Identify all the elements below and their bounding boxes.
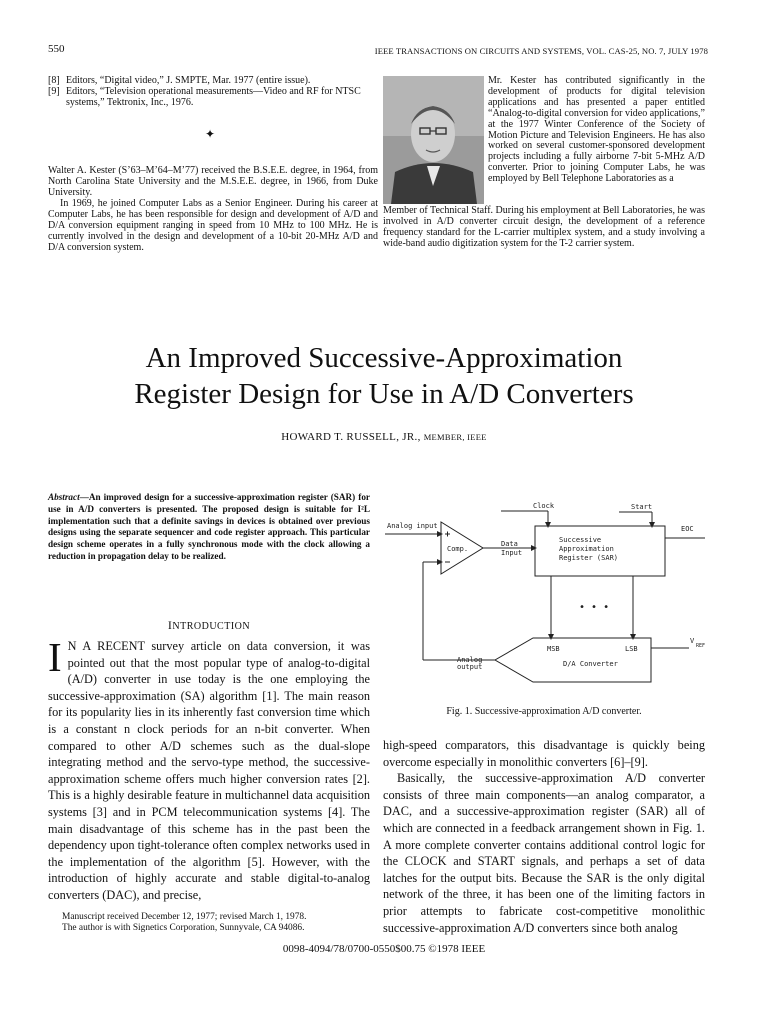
label-clock: Clock bbox=[533, 502, 555, 510]
title-line-1: An Improved Successive-Approximation bbox=[145, 342, 623, 374]
label-analog-output-2: output bbox=[457, 663, 483, 671]
reference-item bbox=[48, 86, 378, 108]
drop-cap: I bbox=[48, 634, 62, 680]
copyright-line: 0098-4094/78/0700-0550$00.75 ©1978 IEEE bbox=[282, 943, 486, 955]
reference-number: [8] bbox=[48, 75, 60, 86]
label-data: Data bbox=[501, 540, 518, 548]
article-title bbox=[40, 340, 728, 412]
section-heading-introduction bbox=[48, 618, 370, 633]
intro-paragraph-text: N A RECENT survey article on data conversion, it was pointed out that the most popular type of analog-to-digital (A/D) converter in use today is the one employing the successive-approximation (SA) algorithm [1]. The main reason for its popularity lies in its inherently fast conversion time which is a constant n clock periods for an n-bit converter. When compared to other A/D schemes such as the dual-slope integrating method and the servo-type method, the successive-approximation scheme offers much higher conversion rates [2]. This is a highly desirable feature in multichannel data acquisition systems [3] and in PCM telecommunication systems [4]. The main disadvantage of this scheme has in the past been the dependency upon tight-tolerance often complex networks used in the implementation of the algorithm [5]. However, with the introduction of highly accurate and stable digital-to-analog converters (DAC), and precise, bbox=[48, 639, 370, 902]
footnote-affiliation: The author is with Signetics Corporation, Sunnyvale, CA 94086. bbox=[62, 922, 305, 933]
label-sar-line-3: Register (SAR) bbox=[559, 554, 619, 562]
label-input: Input bbox=[501, 549, 523, 557]
right-column-text bbox=[383, 737, 705, 936]
title-line-2: Register Design for Use in A/D Converters bbox=[134, 378, 634, 410]
section-heading-rest: NTRODUCTION bbox=[172, 621, 251, 632]
label-vref-subscript: REF bbox=[696, 643, 705, 649]
intro-paragraph bbox=[48, 634, 370, 904]
label-dac: D/A Converter bbox=[563, 660, 618, 668]
author-bio-continued: Member of Technical Staff. During his employment at Bell Laboratories, he was involved in A/D converter circuit design, the development of a reference frequency standard for the L-carrier multiplex system, and a study involving a wide-band audio digitization system for the T-2 carrier system. bbox=[383, 205, 705, 249]
label-vref: V bbox=[690, 637, 695, 645]
label-analog-input: Analog input bbox=[387, 522, 438, 530]
author-name: HOWARD T. RUSSELL, JR., bbox=[281, 431, 421, 443]
body-paragraph: high-speed comparators, this disadvantage is quickly being overcome especially in monolithic converters [6]–[9]. bbox=[383, 738, 705, 769]
footnote bbox=[48, 912, 370, 933]
reference-text: Editors, “Digital video,” J. SMPTE, Mar. 1977 (entire issue). bbox=[66, 75, 311, 86]
running-head: IEEE TRANSACTIONS ON CIRCUITS AND SYSTEMS, VOL. CAS-25, NO. 7, JULY 1978 bbox=[374, 46, 708, 56]
label-msb: MSB bbox=[547, 645, 560, 653]
label-lsb: LSB bbox=[625, 645, 638, 653]
introduction-text bbox=[48, 634, 370, 904]
reference-number: [9] bbox=[48, 86, 60, 97]
page-number: 550 bbox=[48, 43, 65, 55]
bio-paragraph: Walter A. Kester (S’63–M’64–M’77) received the B.S.E.E. degree, in 1964, from North Carolina State University and the M.S.E.E. degree, in 1966, from Duke University. bbox=[48, 165, 378, 198]
label-start: Start bbox=[631, 503, 653, 511]
footnote-received: Manuscript received December 12, 1977; revised March 1, 1978. bbox=[62, 912, 307, 922]
article-author bbox=[40, 431, 728, 443]
author-bio-right: Mr. Kester has contributed significantly in the development of products for digital television applications and has presented a paper entitled “Analog-to-digital conversion for video applications,” at the 1977 Winter Conference of the Society of Motion Picture and Television Engineers. He has also worked on several customer-sponsored development projects including a fully airborne 7-bit 5-MHz A/D converter. Prior to joining Computer Labs, he was employed by Bell Telephone Laboratories as a bbox=[488, 75, 705, 185]
author-photo bbox=[383, 76, 484, 204]
label-sar-line-2: Approximation bbox=[559, 545, 614, 553]
body-paragraph: Basically, the successive-approximation A/D converter consists of three main components—an analog comparator, a DAC, and a successive-approximation register (SAR) all of which are connected in a feedback arrangement shown in Fig. 1. A more complete converter contains additional control logic for the CLOCK and START signals, and perhaps a set of data latches for the output bits. Because the SAR is the only digital network of the three, it has been one of the limiting factors in prior attempts to fabricate cost-competitive monolithic successive-approximation A/D converters since both analog bbox=[383, 771, 705, 935]
bio-paragraph: In 1969, he joined Computer Labs as a Senior Engineer. During his career at Computer Labs, he has been responsible for design and development of A/D and D/A conversion equipment ranging in speed from 10 MHz to 100 MHz. He is currently involved in the design and development of a 10-bit 20-MHz A/D and D/A conversion system. bbox=[48, 198, 378, 253]
references-list bbox=[48, 75, 378, 108]
author-bio-left bbox=[48, 165, 378, 253]
author-membership: MEMBER, IEEE bbox=[423, 432, 487, 442]
label-eoc: EOC bbox=[681, 525, 694, 533]
separator-ornament: ✦ bbox=[205, 127, 216, 141]
author-portrait-image bbox=[383, 76, 484, 204]
section-heading-initial: I bbox=[167, 618, 173, 632]
label-comparator: Comp. bbox=[447, 545, 469, 553]
reference-text: Editors, “Television operational measurements—Video and RF for NTSC systems,” Tektronix, Inc., 1976. bbox=[66, 86, 361, 108]
ellipsis-dots: • • • bbox=[579, 602, 610, 613]
label-analog-output-1: Analog bbox=[457, 656, 483, 664]
abstract bbox=[48, 492, 370, 563]
abstract-text: —An improved design for a successive-approximation register (SAR) for use in A/D converters is presented. The proposed design is suitable for I²L implementation such that a definite savings in devices is obtained over previous designs using the separate sequencer and code register approach. This particular design scheme operates in a fully synchronous mode with the clock allowing a reduction in propagation delay to be realized. bbox=[48, 492, 370, 561]
abstract-label: Abstract bbox=[48, 492, 80, 502]
label-sar-line-1: Successive bbox=[559, 536, 602, 544]
figure-1-diagram bbox=[383, 498, 705, 694]
figure-caption: Fig. 1. Successive-approximation A/D converter. bbox=[446, 706, 642, 717]
reference-item bbox=[48, 75, 378, 86]
